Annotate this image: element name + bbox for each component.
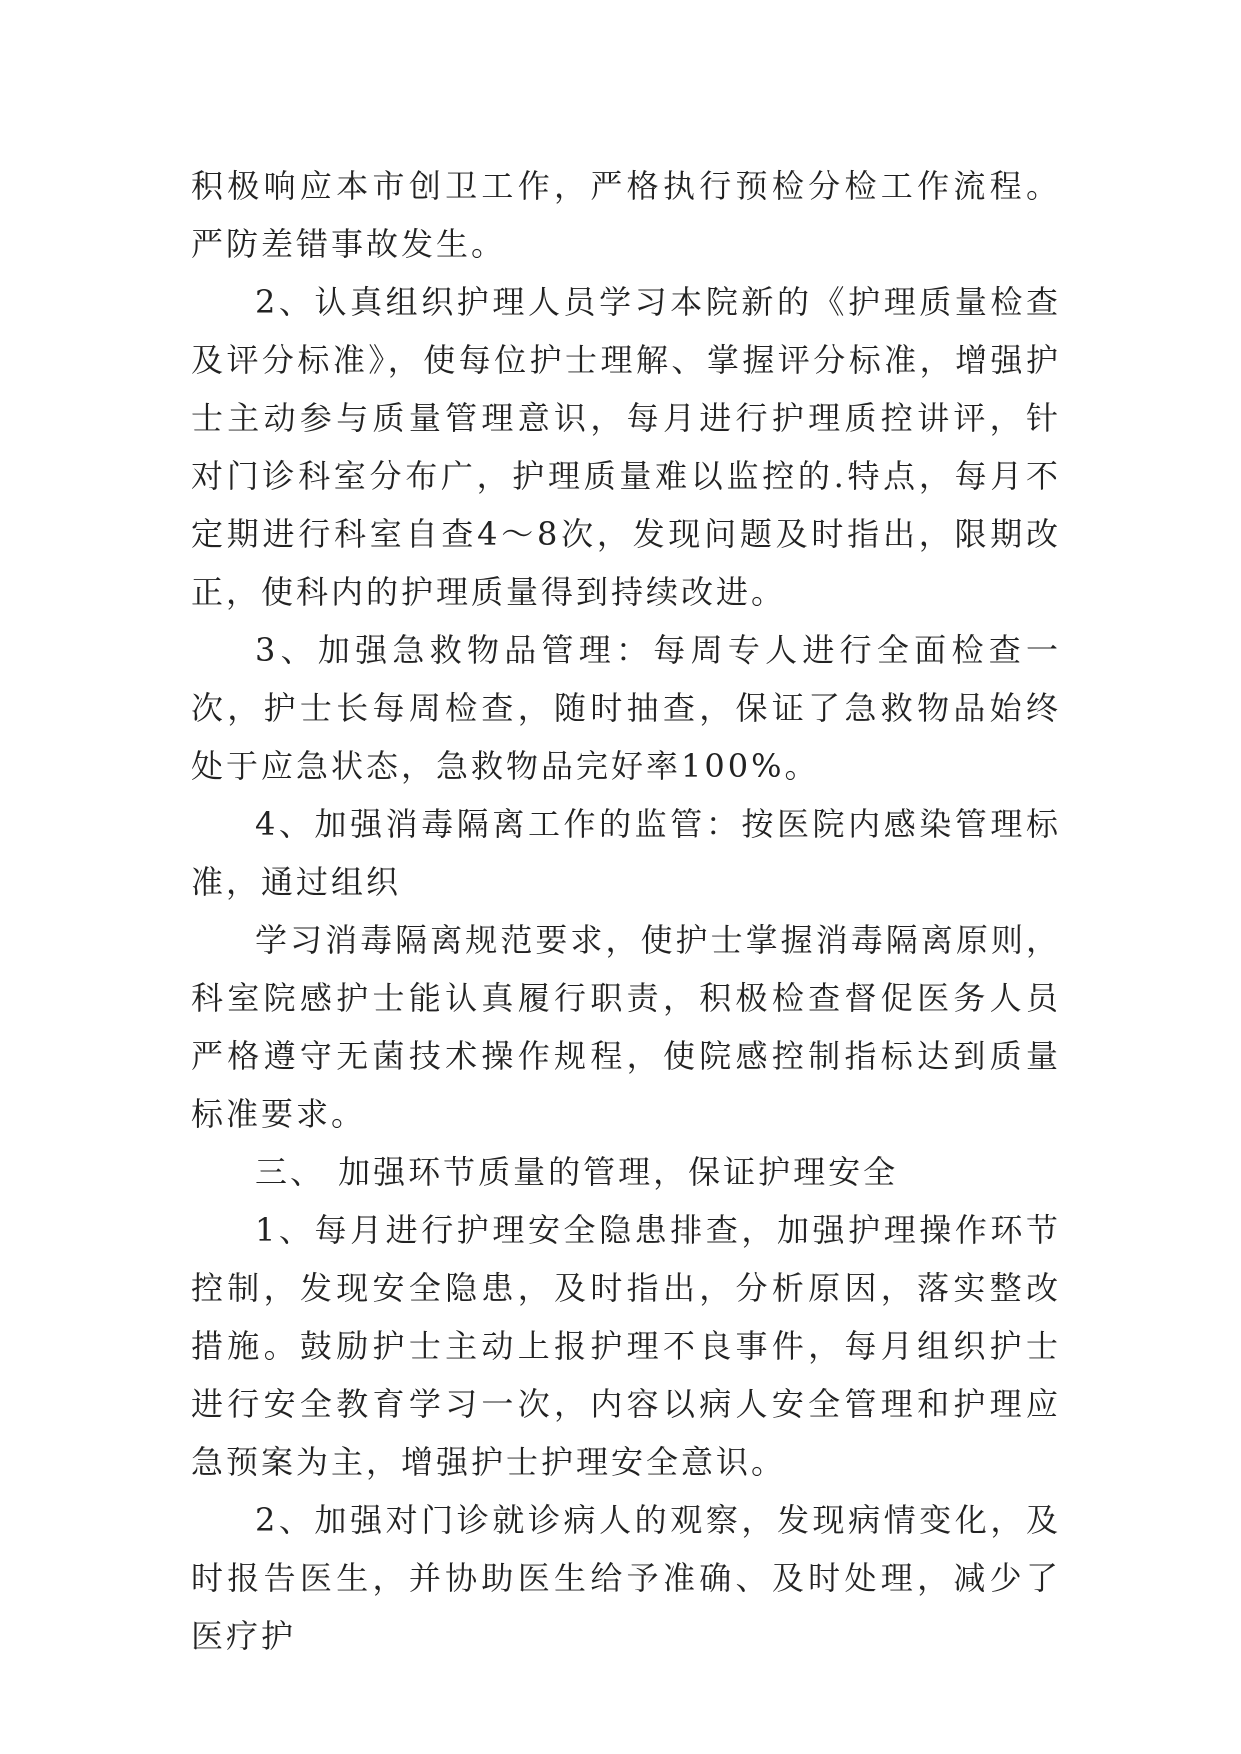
- document-body: [191, 157, 1061, 1665]
- section-heading-3: 三、 加强环节质量的管理，保证护理安全: [255, 1153, 899, 1191]
- paragraph-safety-item-1: 1、每月进行护理安全隐患排查，加强护理操作环节控制，发现安全隐患，及时指出，分析原因，落实整改措施。鼓励护士主动上报护理不良事件，每月组织护士进行安全教育学习一次，内容以病人安全管理和护理应急预案为主，增强护士护理安全意识。: [191, 1211, 1061, 1481]
- paragraph-item-2: 2、认真组织护理人员学习本院新的《护理质量检查及评分标准》，使每位护士理解、掌握评分标准，增强护士主动参与质量管理意识，每月进行护理质控讲评，针对门诊科室分布广，护理质量难以监控的.特点，每月不定期进行科室自查4～8次，发现问题及时指出，限期改正，使科内的护理质量得到持续改进。: [191, 283, 1061, 611]
- paragraph-disinfection-study: 学习消毒隔离规范要求，使护士掌握消毒隔离原则，科室院感护士能认真履行职责，积极检查督促医务人员严格遵守无菌技术操作规程，使院感控制指标达到质量标准要求。: [191, 921, 1061, 1133]
- paragraph-item-4: 4、加强消毒隔离工作的监管：按医院内感染管理标准，通过组织: [191, 805, 1061, 901]
- paragraph-continuation: 积极响应本市创卫工作，严格执行预检分检工作流程。严防差错事故发生。: [191, 167, 1061, 263]
- paragraph-safety-item-2: 2、加强对门诊就诊病人的观察，发现病情变化，及时报告医生，并协助医生给予准确、及时处理，减少了医疗护: [191, 1501, 1061, 1655]
- paragraph-item-3: 3、加强急救物品管理：每周专人进行全面检查一次，护士长每周检查，随时抽查，保证了急救物品始终处于应急状态，急救物品完好率100%。: [191, 631, 1061, 785]
